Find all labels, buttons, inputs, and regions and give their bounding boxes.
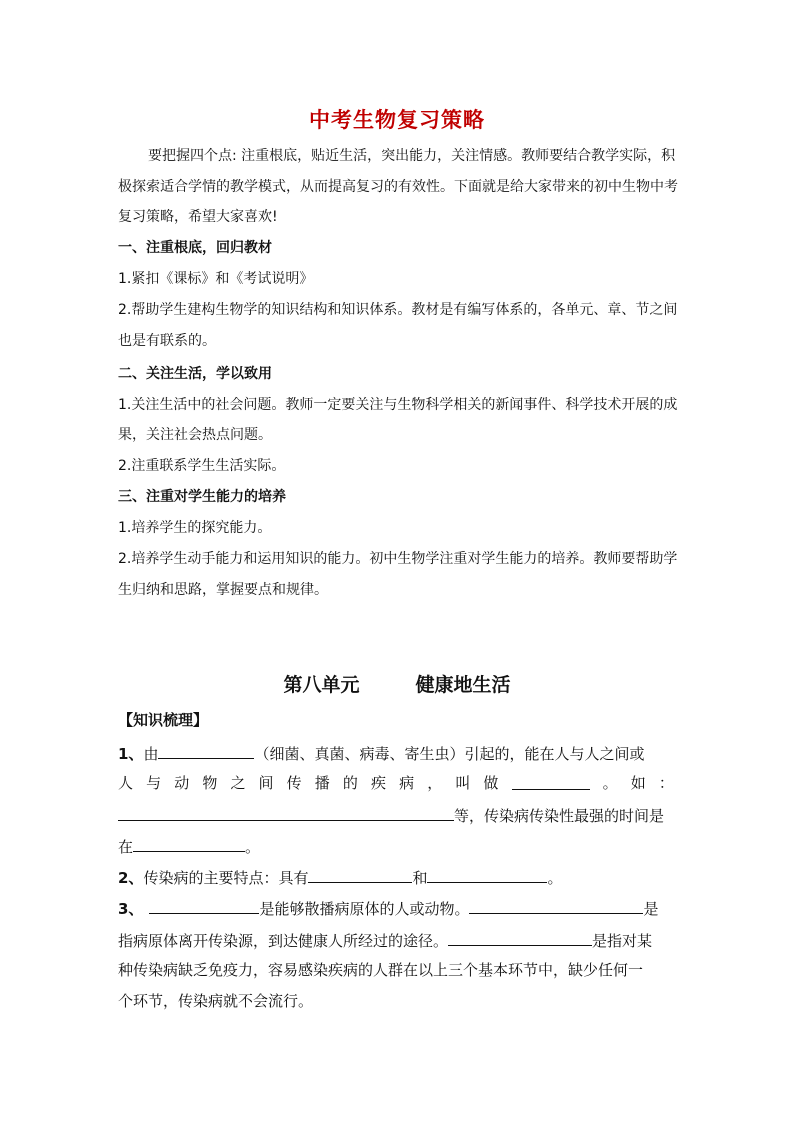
justified-char: ：: [658, 774, 674, 792]
justified-char: 播: [314, 774, 330, 792]
intro-line-3: 复习策略，希望大家喜欢!: [118, 209, 278, 225]
question-3-number: 3、: [118, 900, 144, 918]
justified-char: 如: [630, 774, 646, 792]
justified-char: 疾: [370, 774, 386, 792]
fill-blank[interactable]: [158, 741, 254, 759]
fill-blank[interactable]: [133, 834, 245, 852]
section-1-item-2-line-2: 也是有联系的。: [118, 333, 216, 349]
justified-char: 间: [258, 774, 274, 792]
unit-name: 健康地生活: [415, 674, 511, 696]
question-3-line-2: 指病原体离开传染源，到达健康人所经过的途径。 是指对某: [118, 928, 652, 952]
question-2-line-1: 2、传染病的主要特点：具有 和 。: [118, 865, 562, 889]
section-1-item-2-line-1: 2.帮助学生建构生物学的知识结构和知识体系。教材是有编写体系的，各单元、章、节之间: [118, 302, 678, 318]
unit-number: 第八单元: [283, 674, 360, 696]
section-2-item-2: 2.注重联系学生生活实际。: [118, 458, 286, 474]
question-1-line-3: 等，传染病传染性最强的时间是: [118, 803, 664, 827]
unit-title: [0, 670, 794, 697]
page-title: 中考生物复习策略: [309, 108, 485, 132]
section-heading-3: 三、注重对学生能力的培养: [118, 489, 286, 505]
justified-char: ，: [427, 774, 443, 792]
fill-blank[interactable]: [448, 928, 592, 946]
fill-blank[interactable]: [149, 896, 259, 914]
section-heading-1: 一、注重根底，回归教材: [118, 240, 272, 256]
fill-blank[interactable]: [427, 865, 547, 883]
justified-char: 的: [342, 774, 358, 792]
fill-blank[interactable]: [308, 865, 412, 883]
justified-char: 物: [202, 774, 218, 792]
section-3-item-1: 1.培养学生的探究能力。: [118, 520, 272, 536]
section-2-item-1-line-2: 果，关注社会热点问题。: [118, 427, 272, 443]
fill-blank[interactable]: [512, 772, 590, 790]
question-3-line-1: 3、 是能够散播病原体的人或动物。 是: [118, 896, 658, 920]
fill-blank[interactable]: [469, 896, 643, 914]
justified-char: 。: [602, 774, 618, 792]
justified-char: 做: [483, 774, 499, 792]
question-2-number: 2、: [118, 869, 144, 887]
intro-line-1: 要把握四个点: 注重根底，贴近生活，突出能力，关注情感。教师要结合教学实际，积: [148, 148, 676, 164]
section-2-item-1-line-1: 1.关注生活中的社会问题。教师一定要关注与生物科学相关的新闻事件、科学技术开展的成: [118, 397, 678, 413]
question-1-line-2: [118, 772, 674, 794]
question-3-line-3: 种传染病缺乏免疫力，容易感染疾病的人群在以上三个基本环节中，缺少任何一: [118, 961, 644, 979]
question-3-line-4: 个环节，传染病就不会流行。: [118, 992, 314, 1010]
fill-blank[interactable]: [118, 803, 454, 821]
justified-char: 与: [146, 774, 162, 792]
justified-char: 病: [399, 774, 415, 792]
justified-char: 动: [174, 774, 190, 792]
justified-char: 人: [118, 774, 134, 792]
question-1-line-4: 在 。: [118, 834, 260, 858]
question-1-number: 1、: [118, 745, 144, 763]
question-1-line-1: 1、由 （细菌、真菌、病毒、寄生虫）引起的，能在人与人之间或: [118, 741, 644, 765]
justified-char: 叫: [455, 774, 471, 792]
knowledge-heading: 【知识梳理】: [118, 711, 209, 729]
intro-line-2: 极探索适合学情的教学模式，从而提高复习的有效性。下面就是给大家带来的初中生物中考: [118, 179, 678, 195]
section-3-item-2-line-1: 2.培养学生动手能力和运用知识的能力。初中生物学注重对学生能力的培养。教师要帮助学: [118, 551, 678, 567]
justified-char: 传: [286, 774, 302, 792]
justified-char: 之: [230, 774, 246, 792]
section-1-item-1: 1.紧扣《课标》和《考试说明》: [118, 271, 314, 287]
section-heading-2: 二、关注生活，学以致用: [118, 366, 272, 382]
section-3-item-2-line-2: 生归纳和思路，掌握要点和规律。: [118, 582, 328, 598]
